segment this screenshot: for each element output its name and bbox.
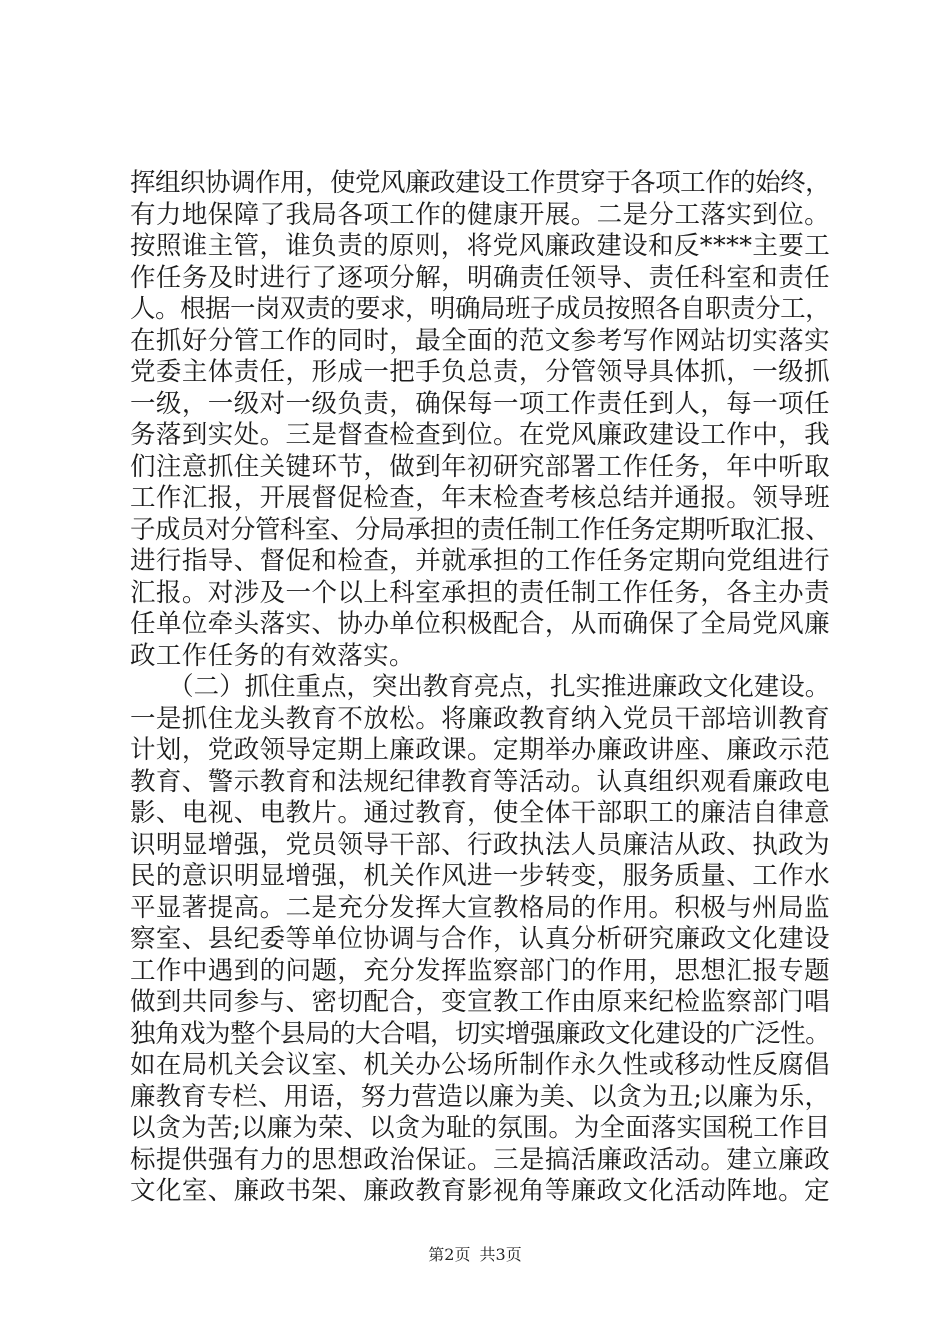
text-line: 在抓好分管工作的同时，最全面的范文参考写作网站切实落实 [130,325,830,356]
page-number: 第2页 [428,1245,471,1264]
text-line: 有力地保障了我局各项工作的健康开展。二是分工落实到位。 [130,199,830,230]
text-line: 计划，党政领导定期上廉政课。定期举办廉政讲座、廉政示范 [130,735,830,765]
text-line: 子成员对分管科室、分局承担的责任制工作任务定期听取汇报、 [130,514,830,545]
text-line: 工作中遇到的问题，充分发挥监察部门的作用，思想汇报专题 [130,955,830,986]
page-footer [0,1242,950,1265]
text-line: 工作汇报，开展督促检查，年末检查考核总结并通报。领导班 [130,483,830,513]
text-line: 独角戏为整个县局的大合唱，切实增强廉政文化建设的广泛性。 [130,1018,830,1049]
text-line: 一级，一级对一级负责，确保每一项工作责任到人，每一项任 [130,388,830,419]
text-line: （二）抓住重点，突出教育亮点，扎实推进廉政文化建设。 [130,672,830,702]
text-line: 影、电视、电教片。通过教育，使全体干部职工的廉洁自律意 [130,798,830,828]
text-line: 教育、警示教育和法规纪律教育等活动。认真组织观看廉政电 [130,766,830,797]
text-line: 做到共同参与、密切配合，变宣教工作由原来纪检监察部门唱 [130,987,830,1017]
body-text [130,168,830,1208]
page-total: 共3页 [479,1245,522,1264]
text-line: 识明显增强，党员领导干部、行政执法人员廉洁从政、执政为 [130,829,830,860]
text-line: 人。根据一岗双责的要求，明确局班子成员按照各自职责分工， [130,294,830,324]
text-line: 一是抓住龙头教育不放松。将廉政教育纳入党员干部培训教育 [130,703,830,734]
text-line: 按照谁主管，谁负责的原则，将党风廉政建设和反****主要工 [130,231,831,261]
text-line: 民的意识明显增强，机关作风进一步转变，服务质量、工作水 [130,861,830,891]
text-line: 务落到实处。三是督查检查到位。在党风廉政建设工作中，我 [130,420,830,450]
text-line: 党委主体责任，形成一把手负总责，分管领导具体抓，一级抓 [130,357,830,387]
text-line: 廉教育专栏、用语，努力营造以廉为美、以贪为丑;以廉为乐， [130,1081,830,1112]
text-line: 汇报。对涉及一个以上科室承担的责任制工作任务，各主办责 [130,577,830,608]
text-line: 进行指导、督促和检查，并就承担的工作任务定期向党组进行 [130,546,830,576]
text-line: 标提供强有力的思想政治保证。三是搞活廉政活动。建立廉政 [130,1144,830,1175]
text-line: 们注意抓住关键环节，做到年初研究部署工作任务，年中听取 [130,451,830,482]
text-line: 作任务及时进行了逐项分解，明确责任领导、责任科室和责任 [130,262,830,293]
text-line: 如在局机关会议室、机关办公场所制作永久性或移动性反腐倡 [130,1050,830,1080]
text-line: 任单位牵头落实、协办单位积极配合，从而确保了全局党风廉 [130,609,830,639]
text-line: 文化室、廉政书架、廉政教育影视角等廉政文化活动阵地。定 [130,1176,830,1206]
text-line: 察室、县纪委等单位协调与合作，认真分析研究廉政文化建设 [130,924,830,954]
text-line: 以贪为苦;以廉为荣、以贪为耻的氛围。为全面落实国税工作目 [130,1113,830,1143]
text-line: 挥组织协调作用，使党风廉政建设工作贯穿于各项工作的始终， [130,168,830,198]
text-line: 政工作任务的有效落实。 [130,640,415,671]
text-line: 平显著提高。二是充分发挥大宣教格局的作用。积极与州局监 [130,892,830,923]
